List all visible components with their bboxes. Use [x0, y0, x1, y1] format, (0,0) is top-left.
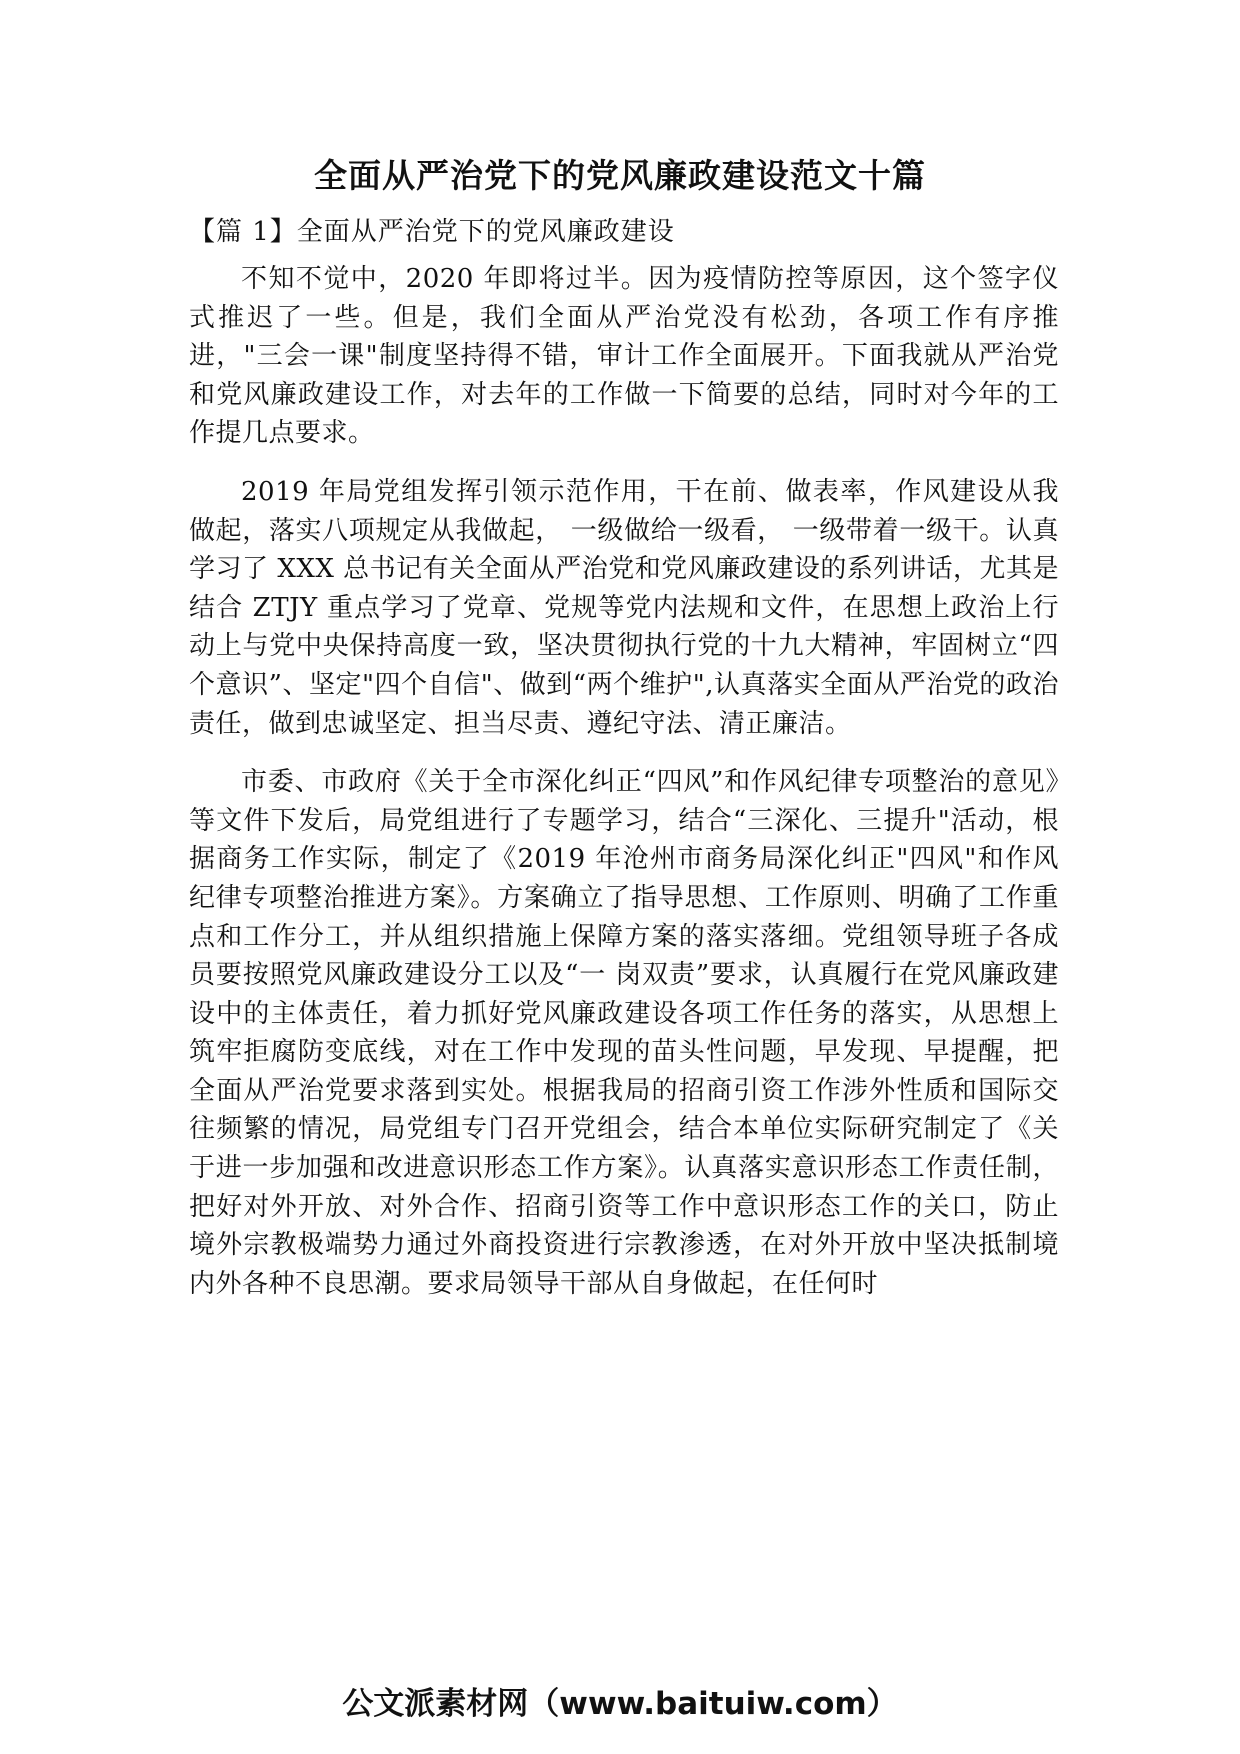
paragraph-3: 市委、市政府《关于全市深化纠正“四风”和作风纪律专项整治的意见》等文件下发后，局党组进行了专题学习，结合“三深化、三提升"活动，根据商务工作实际，制定了《2019 年沧州市商务局深化纠正"四风"和作风纪律专项整治推进方案》。方案确立了指导思想、工作原则、明确了工作重点和工作分工，并从组织措施上保障方案的落实落细。党组领导班子各成员要按照党风廉政建设分工以及“一 岗双责”要求，认真履行在党风廉政建设中的主体责任，着力抓好党风廉政建设各项工作任务的落实，从思想上筑牢拒腐防变底线，对在工作中发现的苗头性问题，早发现、早提醒，把全面从严治党要求落到实处。根据我局的招商引资工作涉外性质和国际交往频繁的情况，局党组专门召开党组会，结合本单位实际研究制定了《关于进一步加强和改进意识形态工作方案》。认真落实意识形态工作责任制，把好对外开放、对外合作、招商引资等工作中意识形态工作的关口，防止境外宗教极端势力通过外商投资进行宗教渗透，在对外开放中坚决抵制境内外各种不良思潮。要求局领导干部从自身做起，在任何时 [189, 767, 1059, 1299]
document-title: 全面从严治党下的党风廉政建设范文十篇 [314, 156, 926, 195]
footer-brand: 公文派素材网（www.baituiw.com） [342, 1686, 898, 1722]
paragraph-1: 不知不觉中，2020 年即将过半。因为疫情防控等原因，这个签字仪式推迟了一些。但是，我们全面从严治党没有松劲，各项工作有序推进，"三会一课"制度坚持得不错，审计工作全面展开。下面我就从严治党和党风廉政建设工作，对去年的工作做一下简要的总结，同时对今年的工作提几点要求。 [189, 264, 1059, 449]
document-body [189, 260, 1059, 1323]
paragraph-2: 2019 年局党组发挥引领示范作用，干在前、做表率，作风建设从我做起，落实八项规定从我做起， 一级做给一级看， 一级带着一级干。认真学习了 XXX 总书记有关全面从严治党和党风廉政建设的系列讲话，尤其是结合 ZTJY 重点学习了党章、党规等党内法规和文件，在思想上政治上行动上与党中央保持高度一致，坚决贯彻执行党的十九大精神，牢固树立“四个意识”、坚定"四个自信"、做到“两个维护",认真落实全面从严治党的政治责任，做到忠诚坚定、担当尽责、遵纪守法、清正廉洁。 [189, 476, 1059, 739]
section-heading: 【篇 1】全面从严治党下的党风廉政建设 [189, 217, 675, 247]
